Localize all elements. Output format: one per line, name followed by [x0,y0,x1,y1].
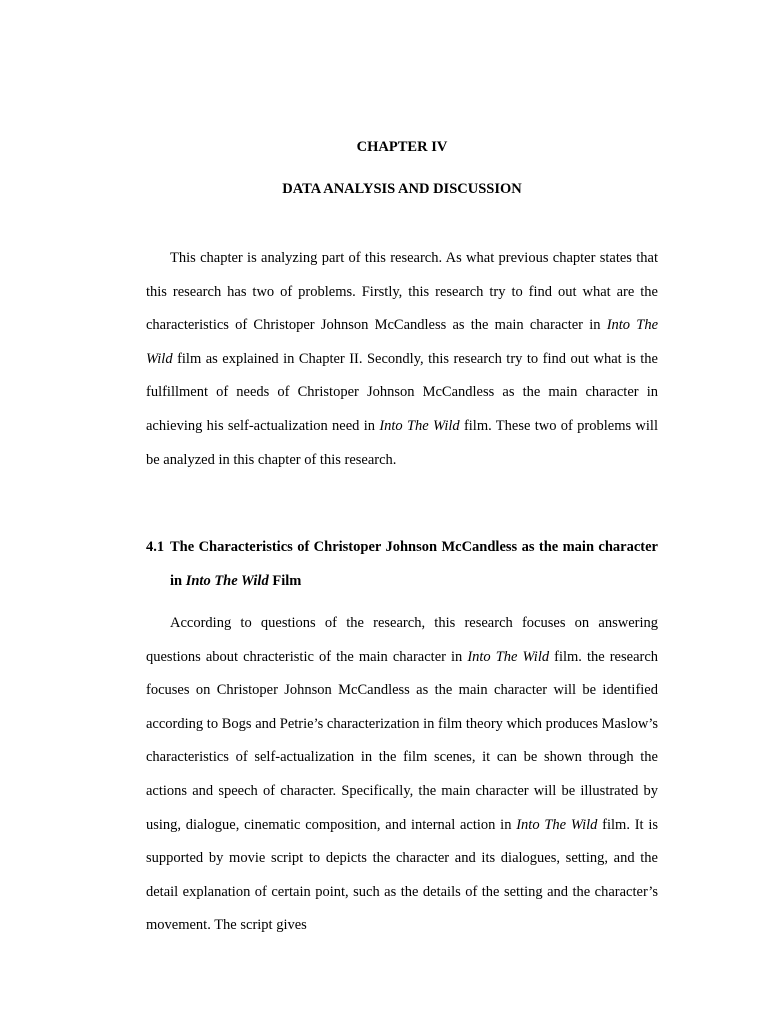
intro-text-1: This chapter is analyzing part of this research. As what previous chapter states that this research has two of problems. Firstly, this research try to find out what are the characteristics of Christoper Johnson McCandless as the main character in [146,250,658,334]
intro-text-3: film. These two of problems will be analyzed in this chapter of this research. [146,417,658,468]
section-number: 4.1 [146,539,165,555]
chapter-title: DATA ANALYSIS AND DISCUSSION [282,181,522,197]
body-text-1: According to questions of the research, this research focuses on answering questions about chracteristic of the main character in [146,615,658,665]
chapter-number: CHAPTER IV [356,139,448,155]
film-title: Into The Wild [146,317,659,367]
film-title: Into The Wild [516,816,598,833]
film-title: Into The Wild [379,417,460,434]
film-title: Into The Wild [185,572,269,589]
section-heading [146,531,658,598]
intro-paragraph [146,242,658,477]
body-text-3: film. It is supported by movie script to depicts the character and its dialogues, setting, and the detail explanation of certain point, such as the details of the setting and the character’s movement. The script gives [146,816,658,934]
body-paragraph [146,607,658,943]
intro-text-2: film as explained in Chapter II. Secondly, this research try to find out what is the fulfillment of needs of Christoper Johnson McCandless as the main character in achieving his self-actualization need in [146,350,658,434]
film-title: Into The Wild [467,648,550,665]
section-title-part2: Film [268,572,302,589]
section-title-part1: The Characteristics of Christoper Johnson McCandless as the main character in [170,539,658,589]
body-text-2: film. the research focuses on Christoper Johnson McCandless as the main character will be identified according to Bogs and Petrie’s characterization in film theory which produces Maslow’s characteristics of self-actualization in the film scenes, it can be shown through the actions and speech of character. Specifically, the main character will be illustrated by using, dialogue, cinematic composition, and internal action in [146,648,659,833]
